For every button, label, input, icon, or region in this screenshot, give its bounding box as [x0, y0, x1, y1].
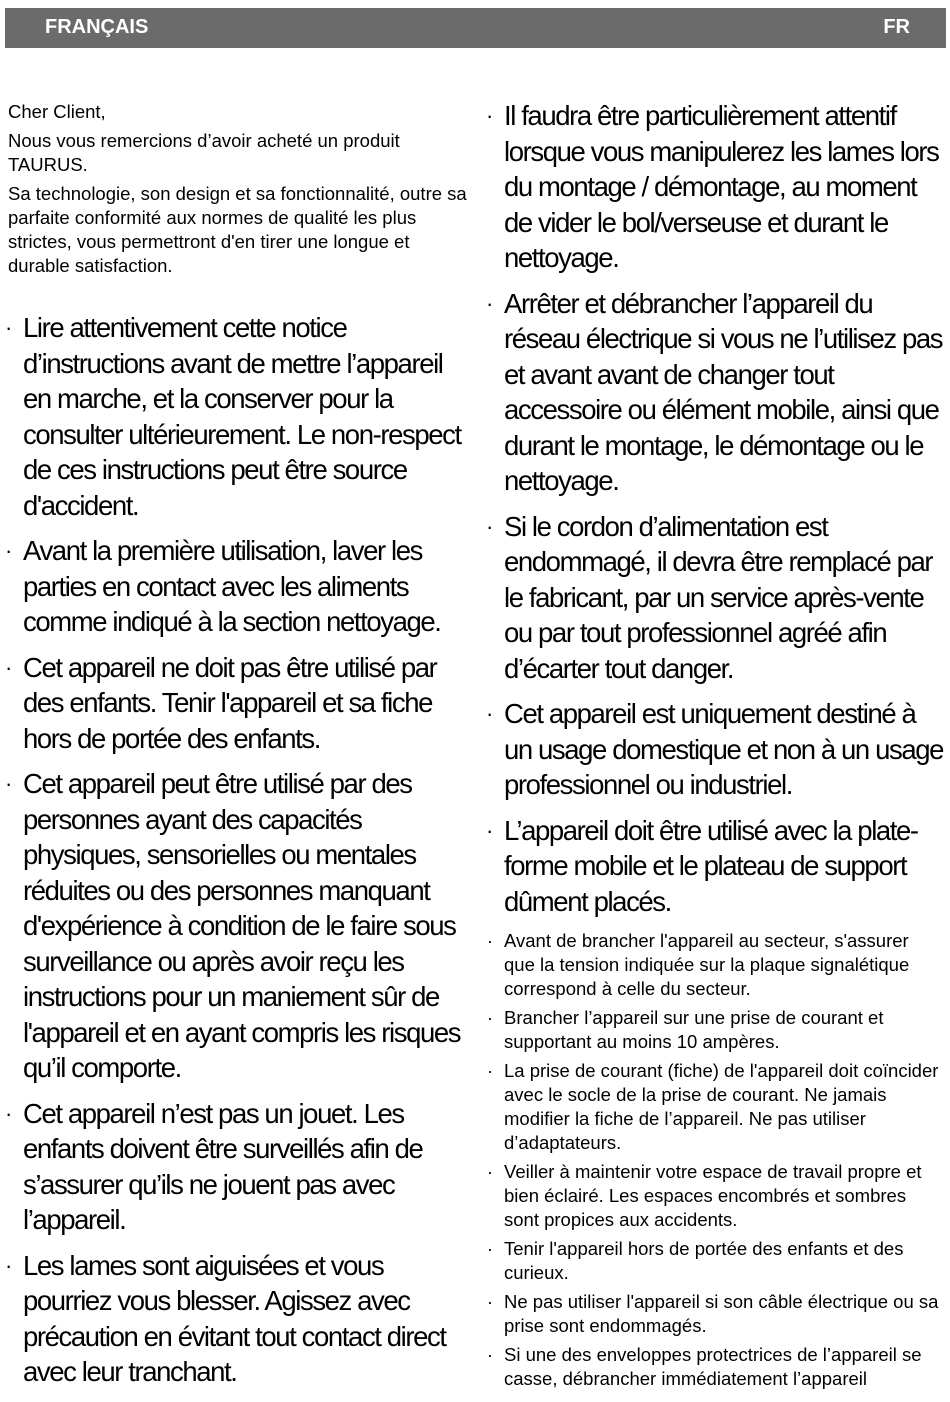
intro-thanks: Nous vous remercions d’avoir acheté un produit TAURUS. — [8, 130, 400, 175]
electrical-safety-list — [486, 929, 944, 1391]
right-column — [486, 98, 944, 1396]
safety-item: · L’appareil doit être utilisé avec la plate-forme mobile et le plateau de support dûment placés. — [486, 813, 944, 920]
safety-item: · Arrêter et débrancher l’appareil du réseau électrique si vous ne l’utilisez pas et avant avant de changer tout accessoire ou élément mobile, ainsi que durant le montage, le démontage ou le nettoyage. — [486, 286, 944, 499]
safety-list-left — [8, 310, 468, 1390]
intro-text — [8, 100, 468, 278]
intro-technology: Sa technologie, son design et sa fonctionnalité, outre sa parfaite conformité aux normes de qualité les plus strictes, vous permettront d'en tirer une longue et durable satisfaction. — [8, 183, 467, 276]
left-column — [8, 100, 468, 1400]
language-code: FR — [883, 16, 910, 38]
safety-item: · Lire attentivement cette notice d’instructions avant de mettre l’appareil en marche, et la conserver pour la consulter ultérieurement. Le non-respect de ces instructions peut être source d'accident. — [8, 310, 468, 523]
safety-list-right — [486, 98, 944, 919]
electrical-item: · La prise de courant (fiche) de l'appareil doit coïncider avec le socle de la prise de courant. Ne jamais modifier la fiche de l’appareil. Ne pas utiliser d’adaptateurs. — [486, 1059, 944, 1155]
safety-item: · Cet appareil est uniquement destiné à un usage domestique et non à un usage professionnel ou industriel. — [486, 696, 944, 803]
safety-item: · Cet appareil peut être utilisé par des personnes ayant des capacités physiques, sensorielles ou mentales réduites ou des personnes manquant d'expérience à condition de le faire sous surveillance ou après avoir reçu les instructions pour un maniement sûr de l'appareil et en ayant compris les risques qu’il comporte. — [8, 766, 468, 1086]
safety-item: · Il faudra être particulièrement attentif lorsque vous manipulerez les lames lors du montage / démontage, au moment de vider le bol/verseuse et durant le nettoyage. — [486, 98, 944, 276]
safety-item: · Cet appareil n’est pas un jouet. Les enfants doivent être surveillés afin de s’assurer qu’ils ne jouent pas avec l’appareil. — [8, 1096, 468, 1238]
safety-item: · Si le cordon d’alimentation est endommagé, il devra être remplacé par le fabricant, par un service après-vente ou par tout professionnel agréé afin d’écarter tout danger. — [486, 509, 944, 687]
electrical-item: · Ne pas utiliser l'appareil si son câble électrique ou sa prise sont endommagés. — [486, 1290, 944, 1338]
electrical-item: · Si une des enveloppes protectrices de l’appareil se casse, débrancher immédiatement l’appareil — [486, 1343, 944, 1391]
electrical-item: · Tenir l'appareil hors de portée des enfants et des curieux. — [486, 1237, 944, 1285]
greeting: Cher Client, — [8, 101, 106, 122]
electrical-item: · Veiller à maintenir votre espace de travail propre et bien éclairé. Les espaces encombrés et sombres sont propices aux accidents. — [486, 1160, 944, 1232]
electrical-item: · Avant de brancher l'appareil au secteur, s'assurer que la tension indiquée sur la plaque signalétique correspond à celle du secteur. — [486, 929, 944, 1001]
section-header-bar — [5, 8, 946, 48]
safety-item: · Avant la première utilisation, laver les parties en contact avec les aliments comme indiqué à la section nettoyage. — [8, 533, 468, 640]
safety-item: · Cet appareil ne doit pas être utilisé par des enfants. Tenir l'appareil et sa fiche hors de portée des enfants. — [8, 650, 468, 757]
safety-item: · Les lames sont aiguisées et vous pourriez vous blesser. Agissez avec précaution en évitant tout contact direct avec leur tranchant. — [8, 1248, 468, 1390]
language-title: FRANÇAIS — [45, 16, 149, 38]
electrical-item: · Brancher l’appareil sur une prise de courant et supportant au moins 10 ampères. — [486, 1006, 944, 1054]
